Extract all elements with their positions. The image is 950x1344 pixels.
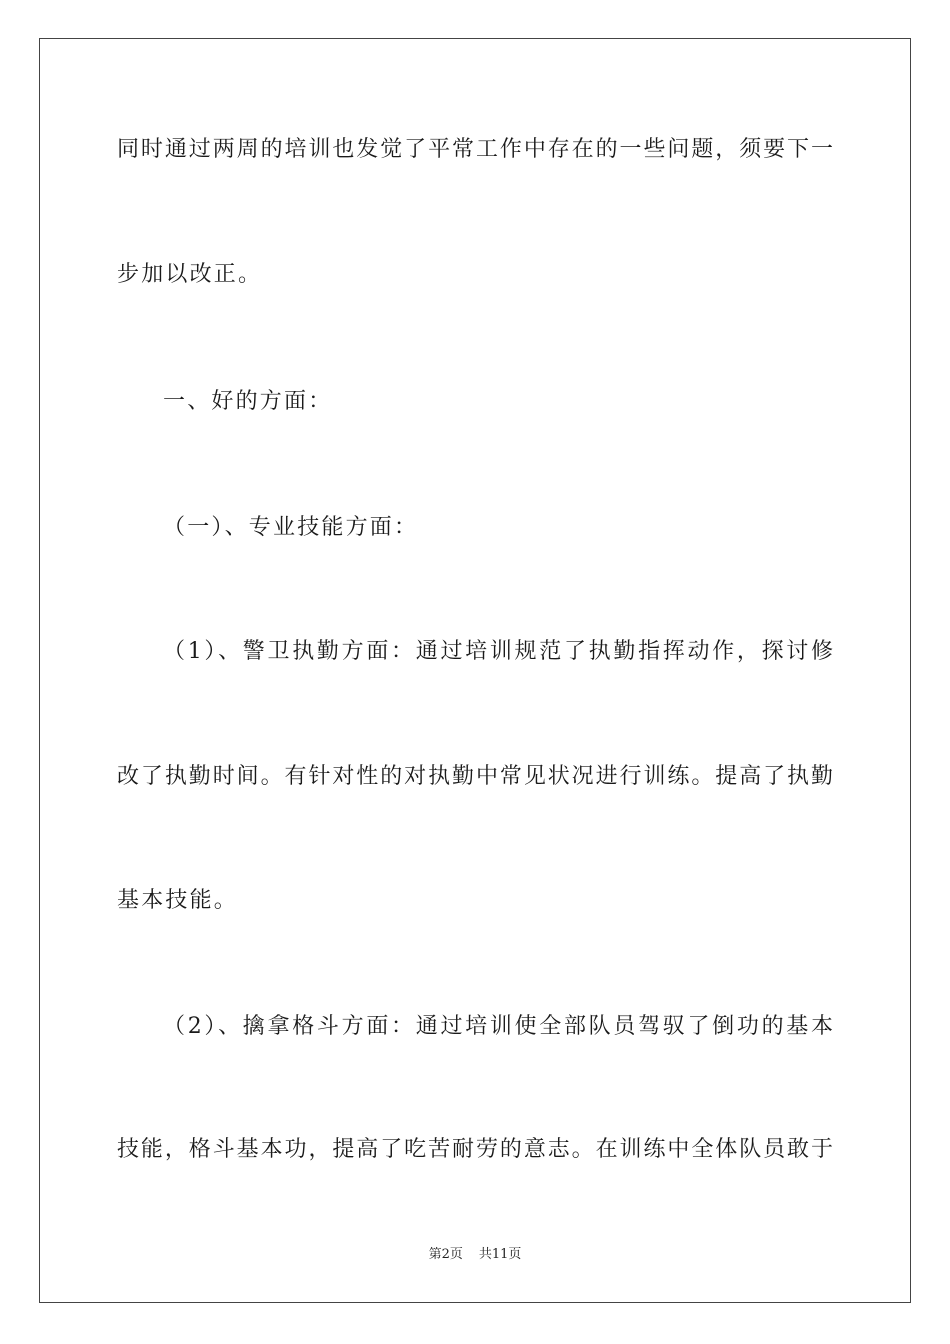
paragraph-line: （1）、警卫执勤方面：通过培训规范了执勤指挥动作，探讨修: [163, 639, 833, 664]
paragraph-line: 技能，格斗基本功，提高了吃苦耐劳的意志。在训练中全体队员敢于: [117, 1137, 833, 1162]
page-number: 第2页: [428, 1247, 463, 1262]
page-border: [39, 38, 911, 1303]
paragraph-line: 基本技能。: [117, 888, 239, 913]
paragraph-line: （2）、擒拿格斗方面：通过培训使全部队员驾驭了倒功的基本: [163, 1014, 833, 1039]
paragraph-line: 步加以改正。: [117, 262, 263, 287]
paragraph-line: 同时通过两周的培训也发觉了平常工作中存在的一些问题，须要下一: [117, 137, 833, 162]
section-heading: 一、好的方面：: [163, 389, 333, 414]
paragraph-line: 改了执勤时间。有针对性的对执勤中常见状况进行训练。提高了执勤: [117, 764, 833, 789]
page-footer: [0, 1246, 950, 1264]
subsection-heading: （一）、专业技能方面：: [163, 515, 419, 540]
page-total: 共11页: [478, 1247, 522, 1262]
